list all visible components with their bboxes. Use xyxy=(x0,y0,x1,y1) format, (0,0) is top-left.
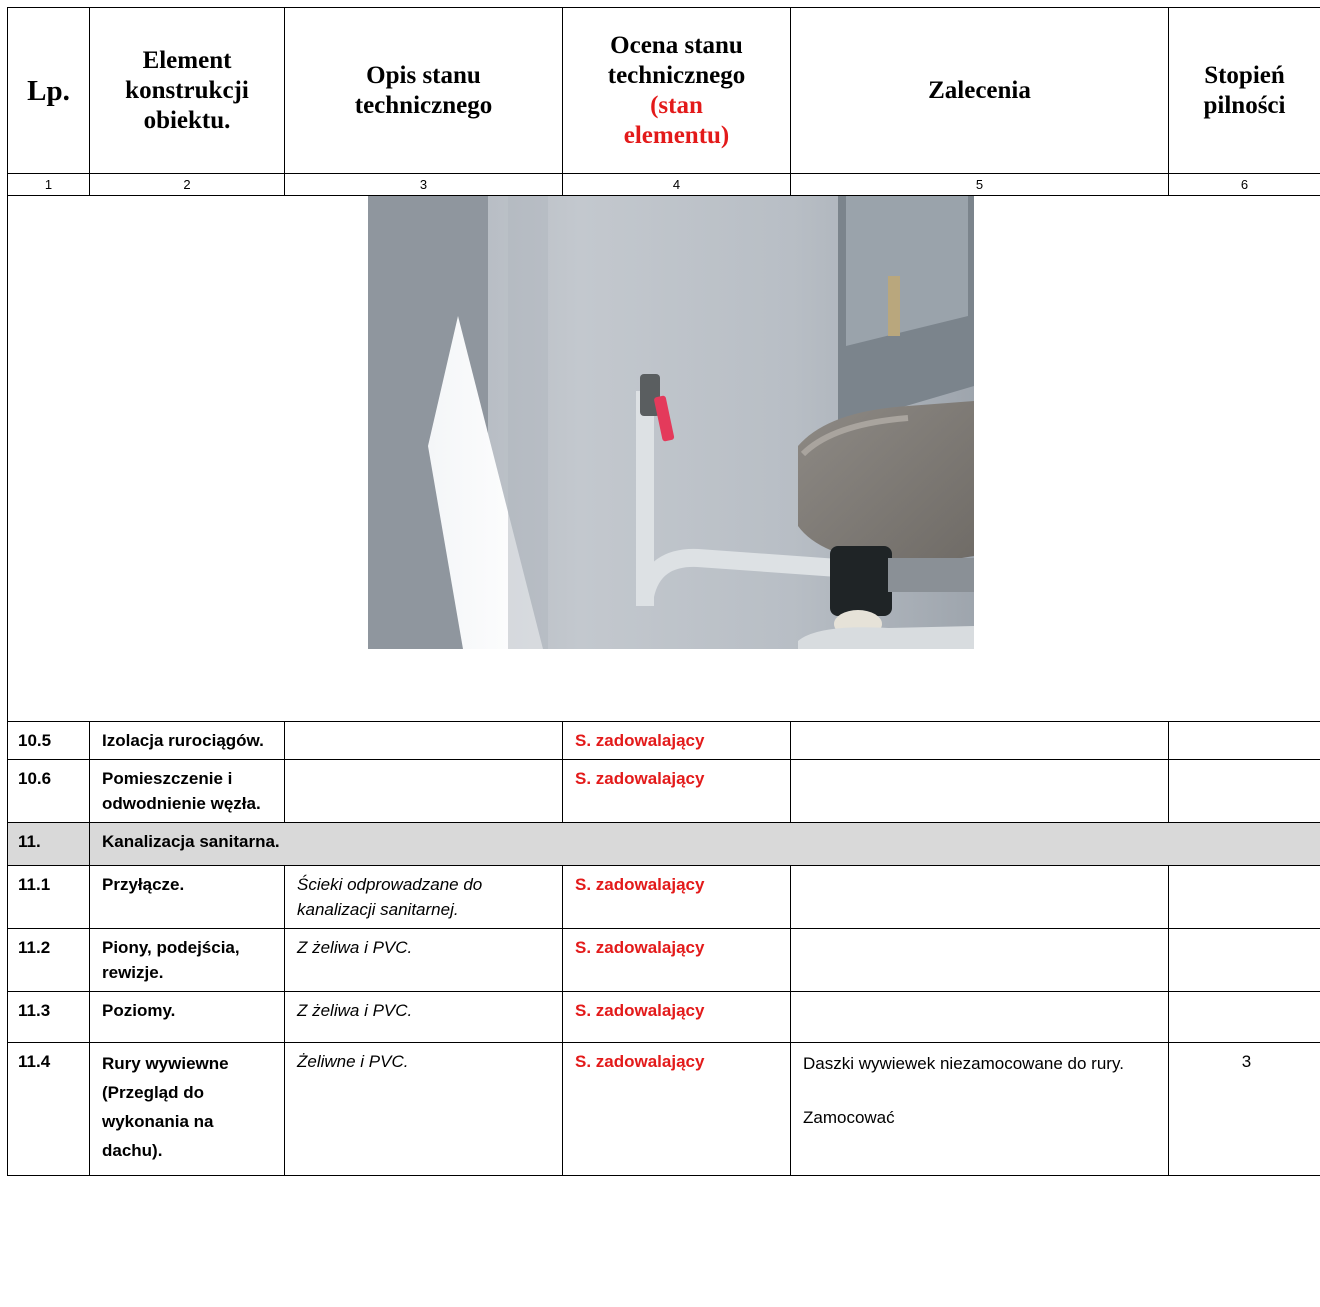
cell-opis: Żeliwne i PVC. xyxy=(285,1043,563,1176)
cell-opis: Ścieki odprowadzane do kanalizacji sanitarnej. xyxy=(285,866,563,929)
header-stopien: Stopień pilności xyxy=(1169,8,1320,174)
cell-element: Izolacja rurociągów. xyxy=(90,722,285,760)
cell-element: Poziomy. xyxy=(90,992,285,1043)
section-row xyxy=(8,823,1320,866)
column-number: 2 xyxy=(90,174,285,196)
column-number: 1 xyxy=(8,174,90,196)
column-number: 4 xyxy=(563,174,791,196)
cell-lp: 10.5 xyxy=(8,722,90,760)
table-row xyxy=(8,992,1320,1043)
recommendation-text: Daszki wywiewek niezamocowane do rury. xyxy=(803,1054,1124,1073)
recommendation-action: Zamocować xyxy=(803,1108,895,1127)
cell-ocena: S. zadowalający xyxy=(563,722,791,760)
cell-stopien xyxy=(1169,929,1320,992)
table-row xyxy=(8,760,1320,823)
cell-opis xyxy=(285,760,563,823)
cell-element: Rury wywiewne (Przegląd do wykonania na dachu). xyxy=(90,1043,285,1176)
header-row xyxy=(8,8,1320,174)
cell-ocena: S. zadowalający xyxy=(563,992,791,1043)
cell-lp: 11.3 xyxy=(8,992,90,1043)
section-title: Kanalizacja sanitarna. xyxy=(90,823,1320,866)
header-opis: Opis stanu technicznego xyxy=(285,8,563,174)
cell-zalecenia xyxy=(791,992,1169,1043)
cell-element: Pomieszczenie i odwodnienie węzła. xyxy=(90,760,285,823)
inspection-photo xyxy=(368,196,974,649)
cell-element: Piony, podejścia, rewizje. xyxy=(90,929,285,992)
cell-zalecenia xyxy=(791,866,1169,929)
cell-ocena: S. zadowalający xyxy=(563,866,791,929)
cell-lp: 11.1 xyxy=(8,866,90,929)
cell-zalecenia xyxy=(791,1043,1169,1176)
section-lp: 11. xyxy=(8,823,90,866)
photo-cell xyxy=(8,196,1320,722)
column-number: 3 xyxy=(285,174,563,196)
photo-row xyxy=(8,196,1320,722)
cell-opis: Z żeliwa i PVC. xyxy=(285,929,563,992)
cell-opis xyxy=(285,722,563,760)
cell-lp: 11.4 xyxy=(8,1043,90,1176)
column-number-row xyxy=(8,174,1320,196)
cell-ocena: S. zadowalający xyxy=(563,929,791,992)
table-row xyxy=(8,1043,1320,1176)
column-number: 5 xyxy=(791,174,1169,196)
cell-zalecenia xyxy=(791,760,1169,823)
cell-zalecenia xyxy=(791,929,1169,992)
cell-lp: 10.6 xyxy=(8,760,90,823)
header-lp: Lp. xyxy=(8,8,90,174)
table-row xyxy=(8,722,1320,760)
header-ocena: Ocena stanu technicznego (stan elementu) xyxy=(563,8,791,174)
header-element: Element konstrukcji obiektu. xyxy=(90,8,285,174)
inspection-table xyxy=(7,7,1320,1176)
cell-ocena: S. zadowalający xyxy=(563,760,791,823)
column-number: 6 xyxy=(1169,174,1320,196)
cell-stopien xyxy=(1169,992,1320,1043)
cell-stopien xyxy=(1169,760,1320,823)
cell-stopien xyxy=(1169,866,1320,929)
cell-ocena: S. zadowalający xyxy=(563,1043,791,1176)
cell-opis: Z żeliwa i PVC. xyxy=(285,992,563,1043)
cell-element: Przyłącze. xyxy=(90,866,285,929)
cell-stopien: 3 xyxy=(1169,1043,1320,1176)
table-row xyxy=(8,866,1320,929)
table-row xyxy=(8,929,1320,992)
cell-lp: 11.2 xyxy=(8,929,90,992)
header-zalecenia: Zalecenia xyxy=(791,8,1169,174)
cell-zalecenia xyxy=(791,722,1169,760)
cell-stopien xyxy=(1169,722,1320,760)
